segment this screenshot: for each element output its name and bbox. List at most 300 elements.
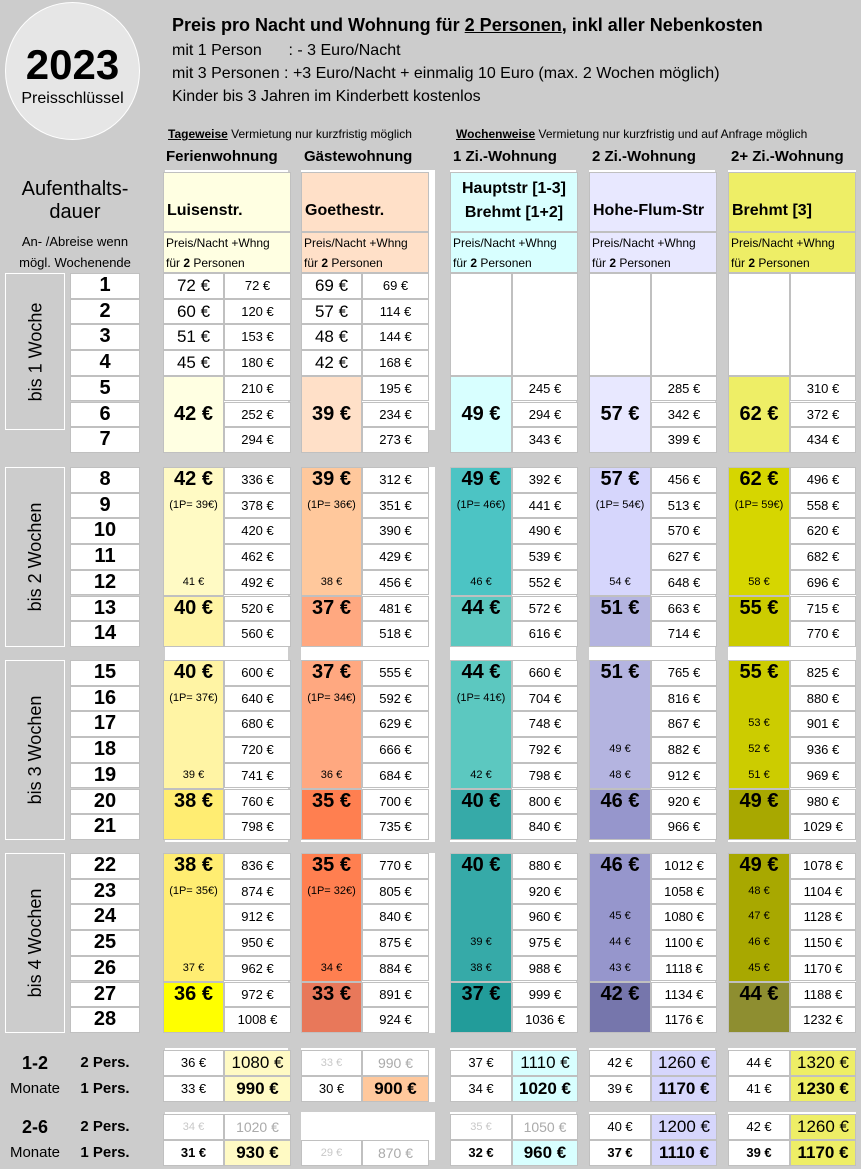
total-price: 891 € [379,986,412,1002]
total-price: 456 € [667,472,701,487]
price-per-night: 69 € [314,276,349,295]
price-note [453,255,581,272]
price-per-night: 35 € [312,789,351,812]
total-price: 592 € [379,690,412,706]
total-price: 420 € [241,523,274,539]
price-per-night: 36 € [320,768,343,781]
price-per-night: 49 € [461,468,501,490]
day-number: 7 [99,428,111,451]
price-per-night: 54 € [609,575,631,588]
day-number: 24 [93,905,117,928]
text-part: Personen [190,256,245,270]
month-rate: 39 € [607,1081,633,1096]
month-total: 990 € [377,1055,414,1071]
total-price: 390 € [379,523,412,539]
apartment-name: Hohe-Flum-Str [593,202,705,219]
total-price: 980 € [806,793,840,809]
months-label: Monate [9,1080,61,1097]
month-rate: 30 € [318,1081,345,1096]
month-rate: 36 € [180,1055,207,1070]
price-per-night: 48 € [609,768,631,781]
total-price: 912 € [241,909,274,925]
price-per-night: 51 € [600,661,640,683]
total-price: 492 € [241,574,274,590]
month-total: 1200 € [658,1117,710,1136]
month-rate: 39 € [746,1145,772,1160]
total-price: 966 € [667,819,701,835]
total-price: 372 € [806,406,840,422]
total-price: 342 € [667,406,701,422]
text-part: für [453,256,471,270]
total-price: 999 € [528,986,562,1002]
day-number: 10 [93,519,117,542]
persons-label: 1 Pers. [80,1144,130,1161]
month-total: 1080 € [231,1053,284,1072]
price-per-night: 39 € [182,768,205,781]
price-per-night: 46 € [600,854,640,876]
price-note [166,255,294,272]
total-price: 114 € [379,303,412,319]
day-number: 8 [99,468,111,490]
total-price: 1012 € [664,858,704,873]
price-per-night: (1P= 35€) [169,884,218,897]
price-note: Preis/Nacht +Whng [304,236,408,250]
total-price: 572 € [528,600,562,616]
total-price: 399 € [667,432,701,448]
text-part: 2 [470,256,478,270]
total-price: 720 € [241,742,274,758]
total-price: 552 € [528,574,562,590]
months-label: Monate [9,1144,61,1161]
total-price: 351 € [379,497,412,513]
total-price: 1118 € [665,960,703,976]
text-part: Personen [616,256,671,270]
group-gap [0,842,861,853]
month-total: 1020 € [236,1119,279,1135]
day-number: 14 [93,622,117,645]
group-gap [0,1102,861,1112]
month-total: 990 € [236,1079,279,1098]
total-price: 539 € [528,549,562,565]
day-number: 1 [99,274,111,296]
month-rate: 32 € [468,1145,494,1160]
text-part: 2 [183,256,191,270]
total-price: 600 € [241,665,274,680]
price-per-night: 58 € [748,575,770,588]
price-per-night: 62 € [739,402,779,425]
total-price: 816 € [667,690,701,706]
price-note: Preis/Nacht +Whng [453,236,557,250]
price-per-night: 47 € [748,910,770,923]
price-per-night: 42 € [470,768,492,781]
total-price: 620 € [806,523,840,539]
price-per-night: 37 € [182,961,205,974]
price-per-night: 48 € [748,884,770,897]
month-rate: 33 € [180,1081,207,1096]
total-price: 429 € [379,549,412,565]
price-per-night: 42 € [174,468,213,490]
total-price: 880 € [528,858,562,873]
total-price: 1080 € [664,909,704,925]
month-total: 1050 € [523,1119,567,1135]
weekend-note: mögl. Wochenende [19,255,131,270]
persons-label: 2 Pers. [80,1118,130,1135]
total-price: 875 € [379,935,412,951]
price-per-night: 45 € [748,961,770,974]
total-price: 180 € [241,355,274,371]
price-per-night: 45 € [609,910,631,923]
price-note: Preis/Nacht +Whng [592,236,696,250]
text-part: für [304,256,322,270]
total-price: 1170 € [803,960,843,976]
price-per-night: (1P= 37€) [169,691,218,704]
total-price: 969 € [806,767,840,783]
month-rate: 31 € [180,1145,207,1160]
total-price: 1100 € [664,935,704,951]
total-price: 874 € [241,883,274,899]
total-price: 245 € [528,380,562,396]
price-per-night: 62 € [739,468,779,490]
month-total: 1110 € [520,1053,570,1072]
total-price: 462 € [241,549,274,565]
day-number: 23 [93,879,117,902]
total-price: 392 € [528,472,562,487]
price-per-night: 60 € [176,301,211,321]
price-per-night: 46 € [600,789,640,812]
price-per-night: 49 € [739,789,779,812]
text-part: Preis pro Nacht und Wohnung für [172,15,465,35]
empty-cell [589,273,651,376]
text-part: Tageweise [168,127,228,141]
day-number: 16 [93,686,117,709]
text-part: für [731,256,749,270]
total-price: 1176 € [664,1012,704,1028]
persons-label: 1 Pers. [80,1080,130,1097]
day-number: 12 [93,570,117,593]
month-rate: 34 € [468,1081,494,1096]
day-number: 26 [93,956,117,979]
total-price: 962 € [241,960,274,976]
total-price: 273 € [379,432,412,448]
total-price: 168 € [379,355,412,371]
text-part: 2 [321,256,329,270]
month-rate: 33 € [320,1057,343,1069]
text-part: , inkl aller Nebenkosten [561,15,763,35]
day-number: 18 [93,738,117,761]
text-part: Personen [477,256,532,270]
total-price: 660 € [528,665,562,680]
month-total: 930 € [236,1143,279,1162]
text-part: Vermietung nur kurzfristig und auf Anfrage möglich [535,127,808,141]
total-price: 825 € [806,665,840,680]
total-price: 72 € [244,278,271,293]
total-price: 840 € [528,819,562,835]
month-total: 900 € [374,1079,417,1098]
total-price: 1078 € [803,858,843,873]
total-price: 496 € [806,472,840,487]
total-price: 312 € [379,472,412,487]
month-total: 1170 € [658,1079,710,1098]
total-price: 950 € [241,935,274,951]
total-price: 1232 € [803,1012,843,1028]
week-group-label: bis 3 Wochen [25,695,45,805]
price-per-night: (1P= 32€) [307,884,356,897]
total-price: 748 € [528,716,562,732]
price-per-night: 46 € [470,575,492,588]
total-price: 1188 € [803,986,843,1002]
total-price: 663 € [667,600,701,616]
price-per-night: 52 € [748,743,770,756]
price-note: Preis/Nacht +Whng [166,236,270,250]
total-price: 684 € [379,767,412,783]
total-price: 294 € [528,406,562,422]
total-price: 792 € [528,742,562,758]
weekend-note: An- /Abreise wenn [21,234,129,249]
group-gap [0,1033,861,1048]
month-rate: 42 € [607,1055,633,1070]
total-price: 912 € [667,767,701,783]
price-per-night: 48 € [314,327,349,347]
price-per-night: 41 € [182,575,205,588]
total-price: 936 € [806,742,840,758]
total-price: 836 € [241,858,274,873]
month-rate: 29 € [320,1147,343,1159]
total-price: 144 € [379,329,412,345]
price-per-night: 40 € [174,596,213,619]
total-price: 920 € [667,793,701,809]
total-price: 210 € [241,380,274,396]
apartment-name: Goethestr. [305,202,385,219]
total-price: 1128 € [803,909,843,925]
price-per-night: 51 € [748,768,770,781]
text-part: 2 [748,256,756,270]
total-price: 294 € [241,432,274,448]
empty-cell [512,273,578,376]
price-per-night: (1P= 54€) [595,498,645,511]
apartment-name: Hauptstr [1-3] [461,180,566,197]
month-total: 1020 € [519,1079,571,1098]
day-number: 15 [93,661,117,683]
total-price: 714 € [667,626,701,642]
price-per-night: 37 € [461,982,501,1005]
total-price: 805 € [379,883,412,899]
day-number: 6 [99,402,111,425]
price-per-night: 44 € [461,661,501,683]
price-per-night: 72 € [176,276,211,295]
category-label: Gästewohnung [304,148,413,165]
total-price: 800 € [528,793,562,809]
price-per-night: 36 € [174,982,213,1005]
total-price: 920 € [528,883,562,899]
price-note [304,255,432,272]
apartment-name: Brehmt [3] [732,202,813,219]
text-part: Personen [328,256,383,270]
price-note [731,255,859,272]
total-price: 120 € [241,303,274,319]
total-price: 310 € [806,380,840,396]
week-group-label: bis 4 Wochen [25,888,45,998]
total-price: 798 € [528,767,562,783]
month-rate: 35 € [470,1121,492,1133]
months-label: 1-2 [21,1053,48,1073]
price-per-night: 57 € [600,468,640,490]
day-number: 22 [93,854,117,876]
total-price: 252 € [241,406,274,422]
price-note: Preis/Nacht +Whng [731,236,835,250]
total-price: 441 € [528,497,562,513]
price-per-night: 39 € [312,402,351,425]
category-label: 2 Zi.-Wohnung [592,148,696,165]
price-per-night: 39 € [470,936,492,949]
month-total: 1260 € [797,1117,849,1136]
total-price: 520 € [241,600,274,616]
total-price: 616 € [528,626,562,642]
total-price: 560 € [241,626,274,642]
price-per-night: 37 € [312,661,351,683]
total-price: 558 € [806,497,840,513]
price-per-night: 49 € [609,743,631,756]
gutter [435,118,450,1168]
day-number: 4 [99,351,111,374]
total-price: 741 € [241,767,274,783]
total-price: 153 € [241,329,274,345]
total-price: 490 € [528,523,562,539]
month-total: 1110 € [658,1143,710,1162]
price-per-night: 38 € [174,789,213,812]
total-price: 1134 € [664,986,704,1002]
months-label: 2-6 [21,1117,48,1137]
price-per-night: 35 € [312,854,351,876]
text-part: Personen [755,256,810,270]
week-group-label: bis 2 Wochen [25,502,45,612]
month-rate: 44 € [746,1055,772,1070]
price-per-night: 40 € [461,789,501,812]
total-price: 1008 € [237,1012,278,1028]
month-total: 1170 € [797,1143,849,1162]
price-per-night: 49 € [739,854,779,876]
total-price: 456 € [379,574,412,590]
total-price: 880 € [806,690,840,706]
total-price: 513 € [667,497,701,513]
price-per-night: 44 € [739,982,779,1005]
day-number: 3 [99,325,111,348]
price-per-night: 42 € [314,353,349,373]
total-price: 336 € [241,472,274,487]
price-per-night: 46 € [748,936,770,949]
total-price: 704 € [528,690,562,706]
month-total: 1230 € [797,1079,849,1098]
price-per-night: 55 € [739,596,779,619]
day-number: 11 [94,545,116,568]
total-price: 700 € [379,793,412,809]
price-per-night: 55 € [739,661,779,683]
week-group-label: bis 1 Woche [25,302,45,401]
total-price: 481 € [379,600,412,616]
total-price: 901 € [806,716,840,732]
price-per-night: 51 € [600,596,640,619]
total-price: 715 € [806,600,840,616]
total-price: 735 € [379,819,412,835]
persons-label: 2 Pers. [80,1054,130,1071]
text-part: Vermietung nur kurzfristig möglich [227,127,412,141]
day-number: 27 [93,982,117,1005]
total-price: 627 € [667,549,701,565]
price-per-night: (1P= 46€) [456,498,506,511]
total-price: 648 € [667,574,701,590]
total-price: 884 € [379,960,412,976]
total-price: 666 € [379,742,412,758]
apartment-name: Brehmt [1+2] [464,204,564,221]
total-price: 1058 € [664,883,704,899]
price-per-night: 34 € [320,961,343,974]
day-number: 13 [93,596,117,619]
text-part: Wochenweise [456,127,536,141]
total-price: 1150 € [803,935,843,951]
price-per-night: 42 € [174,402,213,425]
price-per-night: (1P= 59€) [734,498,784,511]
price-per-night: 33 € [312,982,351,1005]
header-line-3: mit 3 Personen : +3 Euro/Nacht + einmalig 10 Euro (max. 2 Wochen möglich) [172,65,720,82]
category-label: 1 Zi.-Wohnung [453,148,557,165]
total-price: 840 € [379,909,412,925]
price-per-night: 49 € [461,402,501,425]
price-per-night: 53 € [748,717,770,730]
price-per-night: (1P= 34€) [307,691,356,704]
total-price: 378 € [241,497,274,513]
total-price: 882 € [667,742,701,758]
empty-cell [790,273,856,376]
day-number: 9 [99,493,111,516]
total-price: 343 € [528,432,562,448]
month-rate: 42 € [746,1119,772,1134]
month-rate: 40 € [607,1119,633,1134]
header-line-1 [172,12,852,38]
total-price: 682 € [806,549,840,565]
text-part: 2 [609,256,617,270]
total-price: 1036 € [525,1012,565,1028]
price-per-night: 39 € [312,468,351,490]
day-number: 28 [93,1008,117,1031]
empty-cell [728,273,790,376]
price-per-night: 45 € [176,353,211,373]
price-per-night: 57 € [314,301,349,321]
header-line-2: mit 1 Person : - 3 Euro/Nacht [172,42,401,59]
price-per-night: 42 € [600,982,640,1005]
total-price: 234 € [379,406,412,422]
total-price: 518 € [379,626,412,642]
day-number: 25 [93,931,117,954]
price-per-night: 38 € [470,961,492,974]
year-label: 2023 [25,41,120,88]
price-per-night: 57 € [600,402,640,425]
total-price: 640 € [241,690,274,706]
total-price: 696 € [806,574,840,590]
empty-cell [450,273,512,376]
month-total: 870 € [377,1145,414,1161]
price-per-night: 38 € [320,575,343,588]
text-part: für [592,256,610,270]
month-rate: 37 € [607,1145,633,1160]
text-part: für [166,256,184,270]
price-per-night: 40 € [461,854,501,876]
total-price: 972 € [241,986,274,1002]
day-number: 20 [93,789,117,812]
month-rate: 41 € [746,1081,772,1096]
price-note [592,255,720,272]
total-price: 680 € [241,716,274,732]
text-part: 2 Personen [464,15,562,35]
empty-cell [651,273,717,376]
